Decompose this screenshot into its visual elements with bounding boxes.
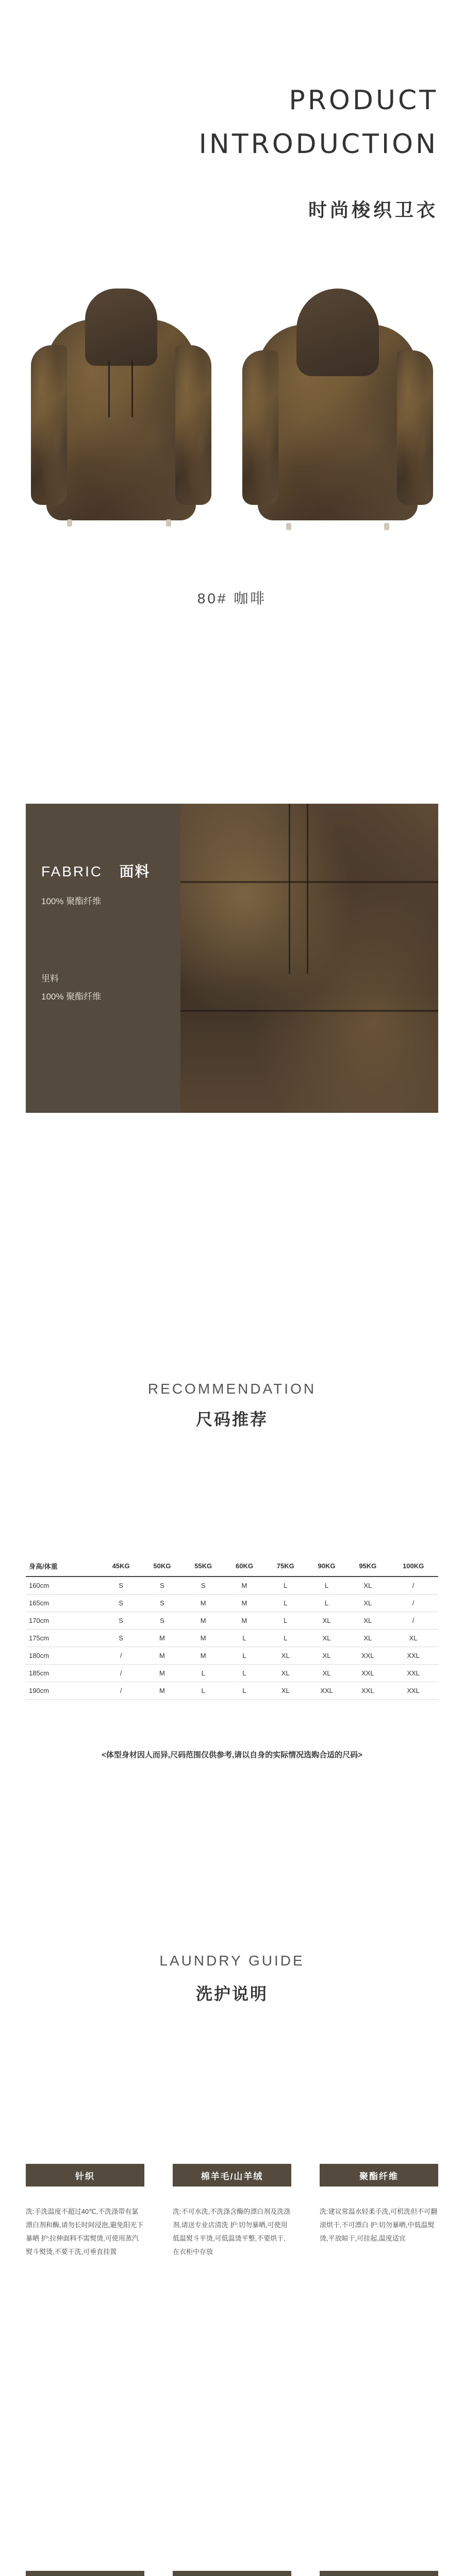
size-cell: M xyxy=(183,1612,224,1630)
size-cell: / xyxy=(101,1647,142,1665)
size-cell: L xyxy=(265,1612,306,1630)
size-cell: M xyxy=(142,1682,183,1700)
size-cell: S xyxy=(101,1595,142,1612)
size-note: <体型身材因人而异,尺码范围仅供参考,请以自身的实际情况选购合适的尺码> xyxy=(102,1751,362,1759)
size-cell: S xyxy=(183,1577,224,1595)
care-tag: 聚酯纤维 xyxy=(320,2164,438,2187)
laundry-title-cn: 洗护说明 xyxy=(195,1985,268,2003)
size-cell: 175cm xyxy=(26,1630,101,1647)
fabric-shell: 100% 聚酯纤维 xyxy=(41,896,102,906)
header-title-line2: INTRODUCTION xyxy=(198,129,438,160)
size-cell: XXL xyxy=(388,1682,438,1700)
size-header-cell: 75KG xyxy=(265,1556,306,1577)
size-cell: 180cm xyxy=(26,1647,101,1665)
size-cell: L xyxy=(306,1595,347,1612)
table-row xyxy=(26,1682,438,1700)
fabric-lining-label: 里料 xyxy=(41,974,59,984)
table-row xyxy=(26,1665,438,1682)
care-tag: 棉羊毛/山羊绒 xyxy=(173,2164,291,2187)
header-subtitle: 时尚梭织卫衣 xyxy=(308,199,438,221)
size-cell: L xyxy=(224,1682,265,1700)
size-cell: XL xyxy=(265,1647,306,1665)
size-cell: M xyxy=(224,1577,265,1595)
size-cell: XXL xyxy=(347,1647,388,1665)
header-title-line1: PRODUCT xyxy=(289,85,438,116)
size-cell: XL xyxy=(347,1595,388,1612)
size-cell: / xyxy=(388,1595,438,1612)
size-cell: L xyxy=(224,1630,265,1647)
size-cell: L xyxy=(183,1665,224,1682)
size-cell: L xyxy=(265,1577,306,1595)
size-header-cell: 100KG xyxy=(388,1556,438,1577)
size-cell: L xyxy=(265,1630,306,1647)
table-row xyxy=(26,1612,438,1630)
size-cell: XL xyxy=(347,1612,388,1630)
size-cell: XXL xyxy=(388,1647,438,1665)
product-back-image xyxy=(242,289,433,546)
size-cell: S xyxy=(142,1595,183,1612)
care-tag xyxy=(26,2571,144,2576)
fabric-closeup-image xyxy=(180,804,438,1113)
size-cell: 165cm xyxy=(26,1595,101,1612)
care-tag: 针织 xyxy=(26,2164,144,2187)
size-cell: 170cm xyxy=(26,1612,101,1630)
size-cell: L xyxy=(224,1647,265,1665)
size-cell: L xyxy=(265,1595,306,1612)
size-cell: XL xyxy=(265,1665,306,1682)
size-cell: XL xyxy=(306,1647,347,1665)
care-text: 洗:不可水洗,不洗涤含酶的漂白剂及洗涤剂,请送专业店清洗 护:切勿暴晒,可使用低温熨斗平烫,可低温烫平整,不要烘干,在衣柜中存放 xyxy=(173,2208,291,2256)
size-header-cell: 60KG xyxy=(224,1556,265,1577)
care-text: 洗:手洗温度不超过40℃,不洗涤带有氯漂白剂和酶,请勿长时间浸泡,避免阳光下暴晒 护:拉伸面料不需熨烫,可使用蒸汽熨斗熨烫,不要干洗,可垂直挂置 xyxy=(26,2208,144,2256)
size-table-body xyxy=(26,1577,438,1700)
table-row xyxy=(26,1577,438,1595)
size-table-header xyxy=(26,1556,438,1577)
size-cell: L xyxy=(183,1682,224,1700)
table-row xyxy=(26,1630,438,1647)
size-header-cell: 50KG xyxy=(142,1556,183,1577)
recommendation-title-cn: 尺码推荐 xyxy=(195,1410,268,1429)
size-header-cell: 身高/体重 xyxy=(26,1556,101,1577)
product-front-image xyxy=(31,289,211,546)
laundry-title-en: LAUNDRY GUIDE xyxy=(159,1953,305,1969)
size-cell: XL xyxy=(347,1577,388,1595)
size-cell: XL xyxy=(306,1665,347,1682)
size-cell: XL xyxy=(265,1682,306,1700)
size-cell: XXL xyxy=(347,1682,388,1700)
size-cell: XXL xyxy=(306,1682,347,1700)
size-cell: XL xyxy=(388,1630,438,1647)
table-row xyxy=(26,1647,438,1665)
size-cell: 190cm xyxy=(26,1682,101,1700)
fabric-title-cn: 面料 xyxy=(119,863,151,879)
care-tag xyxy=(173,2571,291,2576)
size-header-cell: 90KG xyxy=(306,1556,347,1577)
size-cell: S xyxy=(101,1630,142,1647)
size-cell: L xyxy=(306,1577,347,1595)
size-cell: L xyxy=(224,1665,265,1682)
size-cell: 160cm xyxy=(26,1577,101,1595)
size-cell: / xyxy=(101,1665,142,1682)
size-cell: S xyxy=(142,1612,183,1630)
size-cell: / xyxy=(101,1682,142,1700)
size-cell: XXL xyxy=(388,1665,438,1682)
fabric-lining: 100% 聚酯纤维 xyxy=(41,992,102,1002)
fabric-title xyxy=(41,860,151,881)
size-cell: M xyxy=(183,1647,224,1665)
fabric-panel xyxy=(26,804,438,1113)
size-cell: XL xyxy=(306,1630,347,1647)
size-cell: XL xyxy=(347,1630,388,1647)
size-cell: XXL xyxy=(347,1665,388,1682)
size-cell: M xyxy=(183,1595,224,1612)
size-table xyxy=(26,1556,438,1700)
size-cell: / xyxy=(388,1577,438,1595)
size-cell: XL xyxy=(306,1612,347,1630)
care-text: 洗:建议常温水轻柔手洗,可机洗但不可翻滚烘干,不可漂白 护:切勿暴晒,中低温熨烫,平放晾干,可挂起,温度适宜 xyxy=(320,2208,438,2242)
size-cell: M xyxy=(224,1612,265,1630)
size-cell: S xyxy=(142,1577,183,1595)
size-cell: M xyxy=(183,1630,224,1647)
care-tag xyxy=(320,2571,438,2576)
size-header-cell: 55KG xyxy=(183,1556,224,1577)
recommendation-title-en: RECOMMENDATION xyxy=(147,1381,317,1397)
fabric-title-en: FABRIC xyxy=(41,863,103,879)
size-cell: M xyxy=(224,1595,265,1612)
size-cell: S xyxy=(101,1577,142,1595)
size-header-cell: 95KG xyxy=(347,1556,388,1577)
size-cell: M xyxy=(142,1630,183,1647)
size-cell: / xyxy=(388,1612,438,1630)
size-cell: M xyxy=(142,1647,183,1665)
size-cell: 185cm xyxy=(26,1665,101,1682)
size-header-cell: 45KG xyxy=(101,1556,142,1577)
size-cell: M xyxy=(142,1665,183,1682)
color-label: 80# 咖啡 xyxy=(197,590,267,606)
table-row xyxy=(26,1595,438,1612)
size-cell: S xyxy=(101,1612,142,1630)
